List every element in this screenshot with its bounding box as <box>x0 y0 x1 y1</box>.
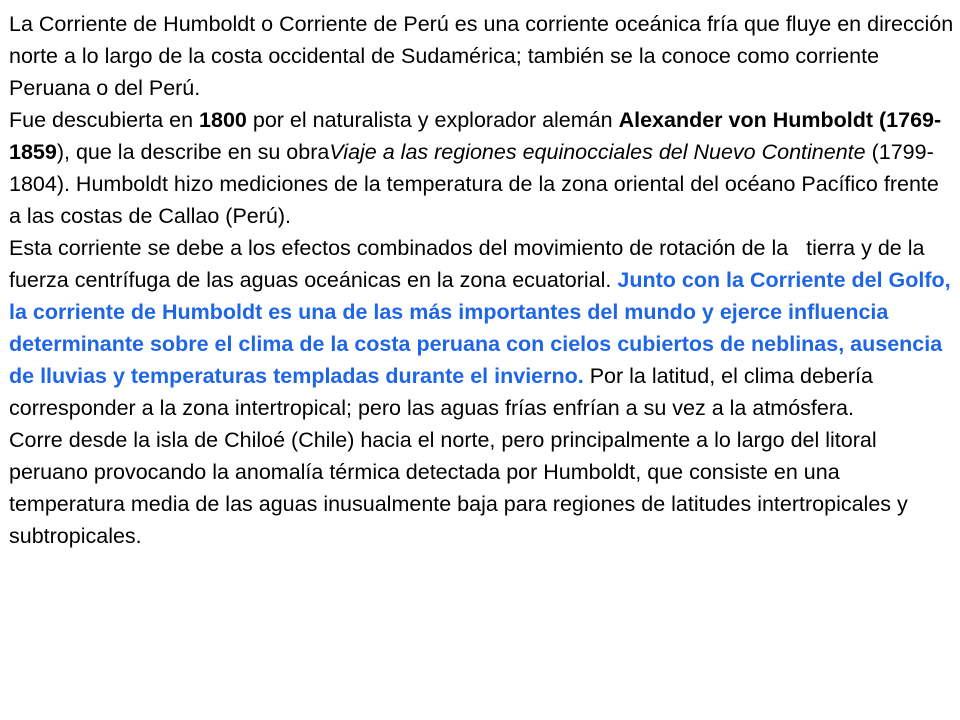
discovery-year: 1800 <box>199 108 247 132</box>
discovery-text-c: ), que la describe en su obra <box>56 140 330 164</box>
intro-text: La Corriente de Humboldt o Corriente de Perú es una corriente oceánica fría que fluye en dirección norte a lo largo de la costa occidental de Sudamérica; también se la conoce como corriente Peruana o del Perú. <box>9 12 954 100</box>
paragraph-discovery <box>9 104 954 232</box>
paragraph-route <box>9 424 954 552</box>
explorer-name: Alexander von Humboldt (1769-1859 <box>9 108 942 164</box>
paragraph-intro <box>9 8 954 104</box>
highlighted-statement: Junto con la Corriente del Golfo, la corriente de Humboldt es una de las más importantes del mundo y ejerce influencia determinante sobre el clima de la costa peruana con cielos cubiertos de neblinas, ausencia de lluvias y temperaturas templadas durante el invierno. <box>9 268 951 388</box>
causes-gap <box>788 236 806 260</box>
causes-text-b: tierra y de la fuerza centrífuga de las aguas oceánicas en la zona ecuatorial. <box>9 236 925 292</box>
discovery-text-d: (1799-1804). Humboldt hizo mediciones de la temperatura de la zona oriental del océano Pacífico frente a las costas de Callao (Perú). <box>9 140 939 228</box>
causes-text-c: Por la latitud, el clima debería corresponder a la zona intertropical; pero las aguas frías enfrían a su vez a la atmósfera. <box>9 364 873 420</box>
discovery-text-a: Fue descubierta en <box>9 108 200 132</box>
route-text: Corre desde la isla de Chiloé (Chile) hacia el norte, pero principalmente a lo largo del litoral peruano provocando la anomalía térmica detectada por Humboldt, que consiste en una temperatura media de las aguas inusualmente baja para regiones de latitudes intertropicales y subtropicales. <box>9 428 908 548</box>
work-title: Viaje a las regiones equinocciales del Nuevo Continente <box>329 140 866 164</box>
document-body <box>9 8 954 552</box>
paragraph-causes <box>9 232 954 424</box>
causes-text-a: Esta corriente se debe a los efectos combinados del movimiento de rotación de la <box>9 236 789 260</box>
discovery-text-b: por el naturalista y explorador alemán <box>246 108 619 132</box>
